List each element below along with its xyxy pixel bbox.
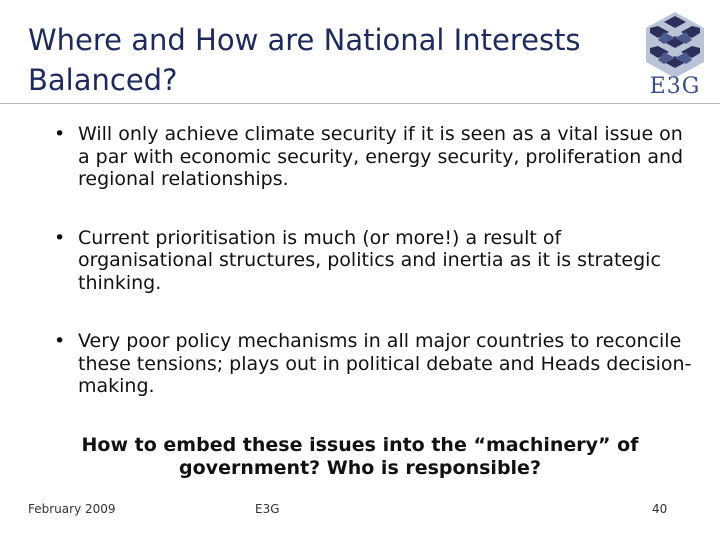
key-question: How to embed these issues into the “machinery” of government? Who is responsible? (81, 434, 639, 479)
bullet-item (52, 330, 692, 398)
bullet-text: Will only achieve climate security if it is seen as a vital issue on a par with economic security, energy security, proliferation and regional relationships. (78, 123, 684, 190)
title-divider (0, 103, 720, 104)
slide-title: Where and How are National Interests Balanced? (28, 23, 581, 97)
logo-text: E3G (649, 74, 701, 99)
footer-date: February 2009 (28, 502, 116, 516)
page-number: 40 (652, 502, 668, 516)
bullet-list (52, 123, 692, 398)
bullet-text: Current prioritisation is much (or more!) a result of organisational structures, politics and inertia as it is strategic thinking. (78, 226, 661, 294)
footer-organization: E3G (255, 502, 280, 516)
bullet-marker: • (54, 226, 66, 249)
bullet-marker: • (54, 123, 66, 145)
bullet-item (52, 227, 692, 295)
bullet-text: Very poor policy mechanisms in all major countries to reconcile these tensions; plays out in political debate and Heads decision-making. (78, 330, 692, 397)
bullet-marker: • (54, 330, 66, 352)
bullet-item (52, 123, 692, 191)
